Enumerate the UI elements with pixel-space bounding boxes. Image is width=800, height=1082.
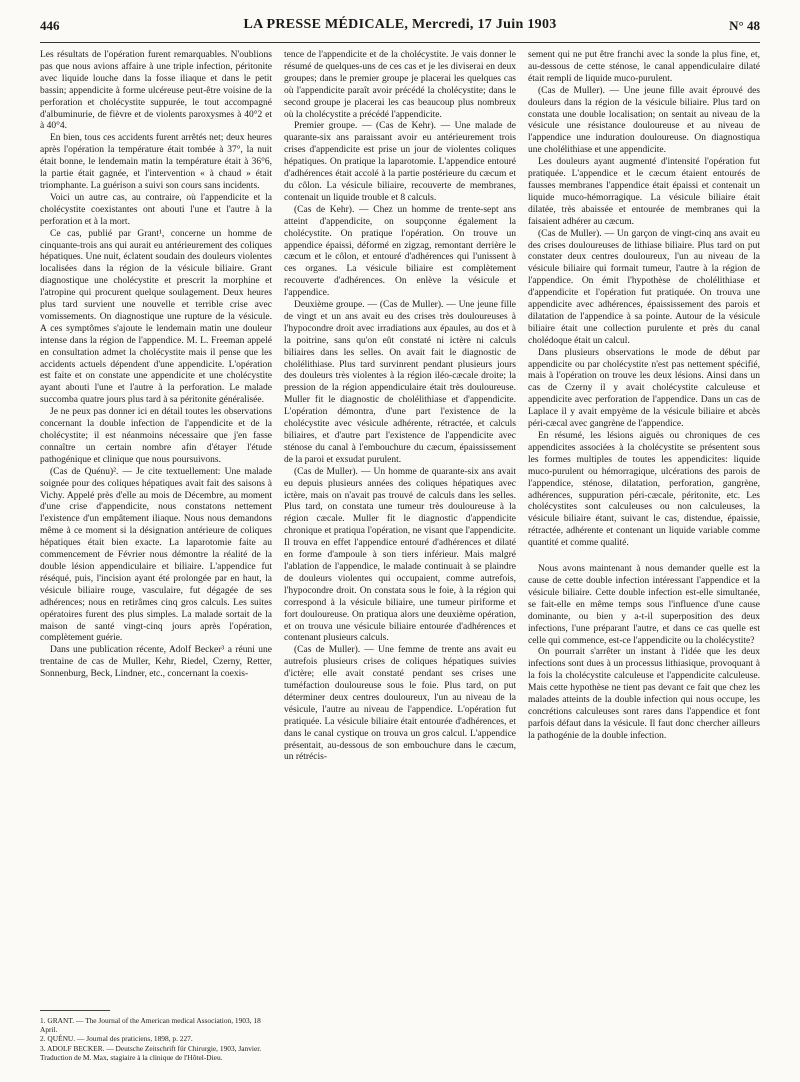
paragraph: Dans une publication récente, Adolf Becker³ a réuni une trentaine de cas de Muller, Kehr, Riedel, Czerny, Retter, Sonnenburg, Beck, Lindner, etc., concernant la coexis- — [40, 645, 272, 680]
column-right — [528, 50, 760, 743]
paragraph: (Cas de Muller). — Une femme de trente ans avait eu autrefois plusieurs crises de coliques hépatiques suivies d'ictère; elle avait constaté pendant ses crises une tuméfaction douloureuse sous le foie. Plus tard, on put déterminer deux centres douloureux, l'un au niveau de la vésicule, l'autre au niveau de l'appendice. L'opération fut pratiquée. La vésicule biliaire était entourée d'adhérences, et dans le canal cystique on trouva un gros calcul. L'appendice présentait, au-dessous de son embouchure dans le cæcum, un rétrécis- — [284, 645, 516, 763]
paragraph: En bien, tous ces accidents furent arrêtés net; deux heures après l'opération la température était tombée à 37°, la nuit était bonne, le lendemain matin la température était à 36°6, la partie était gagnée, et l'intervention « à chaud » était triomphante. La guérison a suivi son cours sans incidents. — [40, 133, 272, 191]
journal-title: LA PRESSE MÉDICALE, Mercredi, 17 Juin 1903 — [243, 17, 557, 32]
paragraph: tence de l'appendicite et de la cholécystite. Je vais donner le résumé de quelques-uns de ces cas et je les diviserai en deux groupes; dans le premier groupe je placerai les quelques cas où l'appendicite paraît avoir précédé la cholécystite; dans le second groupe je placerai les cas beaucoup plus nombreux où la cholécystite a précédé l'appendicite. — [284, 50, 516, 120]
paragraph: (Cas de Quénu)². — Je cite textuellement: Une malade soignée pour des coliques hépatiques avait fait des saisons à Vichy. Appelé près d'elle au mois de Décembre, au moment d'une crise d'appendicite, nous constatons nettement l'existence d'un empâtement iliaque. Nous nous demandons même à ce moment si la désignation antérieure de coliques hépatiques était bien exacte. La laparotomie faite au commencement de Février nous démontre la réalité de la double lésion appendiculaire et biliaire. L'appendice fut réséqué, puis, l'incision ayant été prolongée par en haut, la vésicule biliaire rouge, vasculaire, fut dégagée de ses adhérences; nous en retirâmes cinq gros calculs. Les suites opératoires furent des plus simples. La malade sortait de la maison de santé vingt-cinq jours après l'opération, complètement guérie. — [40, 466, 272, 644]
issue-number: N° 48 — [729, 18, 760, 33]
paragraph: Ce cas, publié par Grant¹, concerne un homme de cinquante-trois ans qui aurait eu antérieurement des coliques hépatiques. Une nuit, éclatent soudain des douleurs violentes localisées dans la région de la vésicule biliaire. Grant diagnostique une cholécystite et prescrit la morphine et l'atropine qui procurent quelque soulagement. Deux heures plus tard survient une nouvelle et terrible crise avec vomissements. On diagnostique une rupture de la vésicule. A ces symptômes s'ajoute le lendemain matin une douleur intense dans la région de l'appendice. M. L. Freeman appelé en consultation admet la cholécystite mais il pense que les accidents actuels dépendent d'une appendicite. L'opération est faite et on constate une appendicite et une cholécystite ayant abouti l'une et l'autre à la perforation. Le malade succomba quatre jours plus tard à sa péritonite généralisée. — [40, 228, 272, 406]
paragraph: Je ne peux pas donner ici en détail toutes les observations concernant la double infection de l'appendicite et de la cholécystite; il est néanmoins nécessaire que j'en fasse connaître un certain nombre afin d'étayer l'étude pathogénique et clinique que nous poursuivons. — [40, 407, 272, 465]
header-rule — [40, 42, 760, 43]
paragraph: (Cas de Muller). — Une jeune fille avait éprouvé des douleurs dans la région de la vésicule biliaire. Plus tard on constata une double localisation; on sentait au niveau de la vésicule une résistance douloureuse et au niveau de l'appendice une induration douloureuse. On diagnostiqua une cholélithiase et une appendicite. — [528, 85, 760, 156]
paragraph: En résumé, les lésions aiguës ou chroniques de ces appendicites associées à la cholécystite se présentent sous les formes multiples de toutes les appendicites: liquide muco-purulent ou hémorragique, ulcérations des parois de l'appendice, sténose, dilatation, perforation, gangrène, adhérences, suppuration péri-cæcale, péritonite, etc. Les cholécystites sont calculeuses ou non calculeuses, la vésicule biliaire étant, suivant le cas, distendue, épaissie, rétractée, adhérente et contenant un liquide variable comme quantité et comme qualité. — [528, 431, 760, 549]
paragraph: Les résultats de l'opération furent remarquables. N'oublions pas que nous avions affaire à une triple infection, péritonite avec liquide louche dans la fosse iliaque et dans le petit bassin; appendicite à forme ulcéreuse peut-être voisine de la perforation et cholécystite suppurée, le tout accompagné d'albuminurie, de fièvre et de violents paroxysmes à 40°2 et à 40°4. — [40, 50, 272, 132]
paragraph: Deuxième groupe. — (Cas de Muller). — Une jeune fille de vingt et un ans avait eu des crises très douloureuses à l'hypocondre droit avec irradiations aux épaules, au dos et à la poitrine, sans qu'on eût constaté ni ictère ni calculs biliaires dans les selles. On avait fait le diagnostic de cholélithiase. Plus tard survinrent pendant plusieurs jours des douleurs très violentes à la région iléo-cæcale droite; la pression de la région appendiculaire était très douloureuse. Muller fit le diagnostic de cholélithiase et d'appendicite. L'opération démontra, d'une part l'existence de la cholécystite avec vésicule adhérente, rétractée, et calculs biliaires, et d'autre part l'existence de l'appendicite avec sténose du canal à l'embouchure du cæcum, épaississement de la paroi et exsudat purulent. — [284, 300, 516, 465]
paragraph: sement qui ne put être franchi avec la sonde la plus fine, et, au-dessous de cette sténose, le canal appendiculaire dilaté était rempli de liquide muco-purulent. — [528, 50, 760, 84]
footnotes — [40, 1016, 272, 1062]
paragraph: Voici un autre cas, au contraire, où l'appendicite et la cholécystite coexistantes ont abouti l'une et l'autre à la perforation et à la mort. — [40, 192, 272, 227]
paragraph: On pourrait s'arrêter un instant à l'idée que les deux infections sont dues à un processus lithiasique, provoquant à la fois la cholécystite calculeuse et l'appendicite calculeuse. Mais cette hypothèse ne tient pas devant ce fait que chez les malades atteints de la double infection qui nous occupe, les concrétions calculeuses sont rares dans l'appendice et font parfois défaut dans la vésicule. Il faut donc chercher ailleurs la pathogénie de la double infection. — [528, 647, 760, 741]
paragraph: (Cas de Muller). — Un garçon de vingt-cinq ans avait eu des crises douloureuses de lithiase biliaire. Plus tard on put constater deux centres douloureux, l'un au niveau de la vésicule biliaire qui formait tumeur, l'autre à la région de l'appendice. On émit l'hypothèse de cholélithiase et d'appendicite et l'opération fut pratiquée. On trouva une appendicite avec adhérences, épaississement des parois et dilatation de l'appendice à sa pointe. Autour de la vésicule biliaire était une collection purulente et près du canal cholédoque était un calcul. — [528, 228, 760, 346]
footnote-rule — [40, 1010, 110, 1011]
paragraph: Nous avons maintenant à nous demander quelle est la cause de cette double infection intéressant l'appendice et la vésicule biliaire. Cette double infection est-elle simultanée, se fait-elle en même temps sous l'influence d'une cause dominante, ou bien y a-t-il superposition des deux infections, l'une préparant l'autre, et dans ce cas quelle est celle qui commence, est-ce l'appendicite ou la cholécystite? — [528, 564, 760, 646]
paragraph: Les douleurs ayant augmenté d'intensité l'opération fut pratiquée. L'appendice et le cæcum étaient entourés de fausses membranes l'appendice était épaissi et contenait un liquide muco-hémorragique. La vésicule biliaire était dilatée, très abaissée et entourée de membranes qui la faisaient adhérer au cæcum. — [528, 157, 760, 227]
paragraph: (Cas de Muller). — Un homme de quarante-six ans avait eu depuis plusieurs années des coliques hépatiques avec ictère, mais on n'avait pas trouvé de calculs dans les selles. Plus tard, on constata une tumeur très douloureuse à la région cæcale. Muller fit le diagnostic d'appendicite chronique et pratiqua l'opération, ne visant que l'appendicite. Il trouva en effet l'appendice entouré d'adhérences et dilaté en forme d'ampoule à son tiers inférieur. Mais malgré l'ablation de l'appendice, le malade continuait à se plaindre de douleurs violentes qui occupaient, comme autrefois, l'hypocondre droit. On constata sous le foie, à la région qui correspond à la vésicule biliaire, une tumeur piriforme et fort douloureuse. On pratiqua alors une deuxième opération, et on trouva une vésicule biliaire entourée d'adhérences et contenant plusieurs calculs. — [284, 466, 516, 644]
page-number: 446 — [40, 18, 60, 33]
paragraph: Premier groupe. — (Cas de Kehr). — Une malade de quarante-six ans paraissant avoir eu antérieurement trois crises d'appendicite est prise un jour de violentes coliques hépatiques. On pratique la laparotomie. L'appendice entouré d'adhérences était accolé à la partie postérieure du cæcum et du côlon. La vésicule biliaire, recouverte de membranes, contenait un liquide trouble et 8 calculs. — [284, 121, 516, 203]
footnote: 2. QUÉNU. — Journal des praticiens, 1898, p. 227. — [40, 1034, 193, 1044]
page-header — [40, 16, 760, 42]
column-middle — [284, 50, 516, 764]
footnote: 1. GRANT. — The Journal of the American medical Association, 1903, 18 April. — [40, 1016, 261, 1035]
footnote: 3. ADOLF BECKER. — Deutsche Zeitschrift für Chirurgie, 1903, Janvier. Traduction de M. Max, stagiaire à la clinique de l'Hôtel-Dieu. — [40, 1043, 262, 1062]
paragraph: (Cas de Kehr). — Chez un homme de trente-sept ans atteint d'appendicite, on soupçonne également la cholécystite. On pratique l'opération. On trouve un appendice épaissi, déformé en zigzag, remontant derrière le cæcum et le côlon, et entouré d'adhérences qui l'unissent à ces organes. La vésicule biliaire est complètement recouverte d'adhérences. On enlève la vésicule et l'appendice. — [284, 204, 516, 299]
paragraph: Dans plusieurs observations le mode de début par appendicite ou par cholécystite n'est pas nettement spécifié, mais à l'opération on trouve les deux lésions. Ainsi dans un cas de Czerny il y avait cholécystite calculeuse et appendicite avec perforation de l'appendice. Dans un cas de Laplace il y avait empyème de la vésicule biliaire et abcès péri-cæcal avec gangrène de l'appendice. — [528, 347, 760, 430]
column-left — [40, 50, 272, 681]
